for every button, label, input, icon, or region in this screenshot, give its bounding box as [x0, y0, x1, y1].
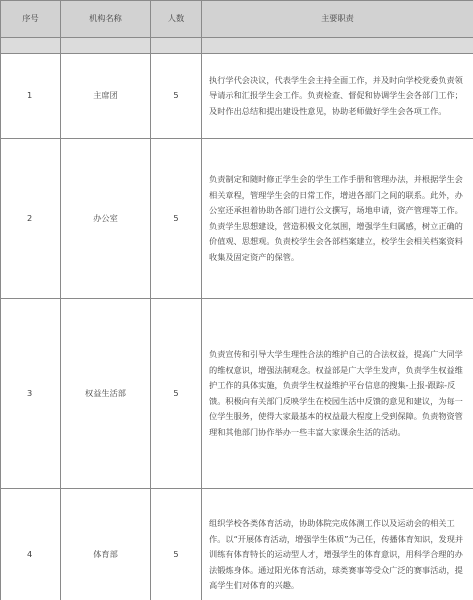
row-org: 主席团: [61, 54, 151, 139]
spacer-cell: [202, 38, 473, 54]
row-org: 体育部: [61, 489, 151, 600]
spacer-cell: [61, 38, 151, 54]
row-count: 5: [151, 299, 202, 489]
table-row: [1, 299, 473, 489]
table-row: [1, 139, 473, 299]
header-duty: 主要职责: [202, 1, 473, 38]
row-duty: 执行学代会决议，代表学生会主持全面工作，并及时向学校党委负责领导请示和汇报学生会工作。负责检查、督促和协调学生会各部门工作；及时作出总结和提出建设性意见，协助老师做好学生会各项工作。: [202, 54, 473, 139]
header-index: 序号: [1, 1, 61, 38]
row-index: 1: [1, 54, 61, 139]
row-index: 3: [1, 299, 61, 489]
table-row: [1, 54, 473, 139]
row-count: 5: [151, 54, 202, 139]
spacer-row: [1, 38, 473, 54]
row-count: 5: [151, 489, 202, 600]
row-index: 2: [1, 139, 61, 299]
row-duty: 负责宣传和引导大学生理性合法的维护自己的合法权益，提高广大同学的维权意识，增强法制观念。权益部是广大学生发声，负责学生权益维护工作的具体实施，负责学生权益维护平台信息的搜集-上报-跟踪-反馈。积极向有关部门反映学生在校园生活中反馈的意见和建议，为每一位学生服务，使得大家最基本的权益最大程度上受到保障。负责物资管理和其他部门协作举办一些丰富大家课余生活的活动。: [202, 299, 473, 489]
row-org: 办公室: [61, 139, 151, 299]
spacer-cell: [151, 38, 202, 54]
table-row: [1, 489, 473, 600]
row-org: 权益生活部: [61, 299, 151, 489]
header-org: 机构名称: [61, 1, 151, 38]
spacer-cell: [1, 38, 61, 54]
row-count: 5: [151, 139, 202, 299]
header-row: [1, 1, 473, 38]
row-index: 4: [1, 489, 61, 600]
header-count: 人数: [151, 1, 202, 38]
row-duty: 组织学校各类体育活动，协助体院完成体测工作以及运动会的相关工作。以“开展体育活动，增强学生体质”为己任，传播体育知识，发现并训练有体育特长的运动型人才，增强学生的体育意识，用科学合理的办法锻炼身体。通过阳光体育活动，球类赛事等受众广泛的赛事活动，提高学生们对体育的兴趣。: [202, 489, 473, 600]
row-duty: 负责制定和随时修正学生会的学生工作手册和管理办法，并根据学生会相关章程，管理学生会的日常工作，增进各部门之间的联系。此外，办公室还承担着协助各部门进行公文撰写，场地申请，资产管理等工作。负责学生思想建设，营造积极文化氛围，增强学生归属感，树立正确的价值观、思想观。负责校学生会各部档案建立，校学生会相关档案资料收集及固定资产的保管。: [202, 139, 473, 299]
